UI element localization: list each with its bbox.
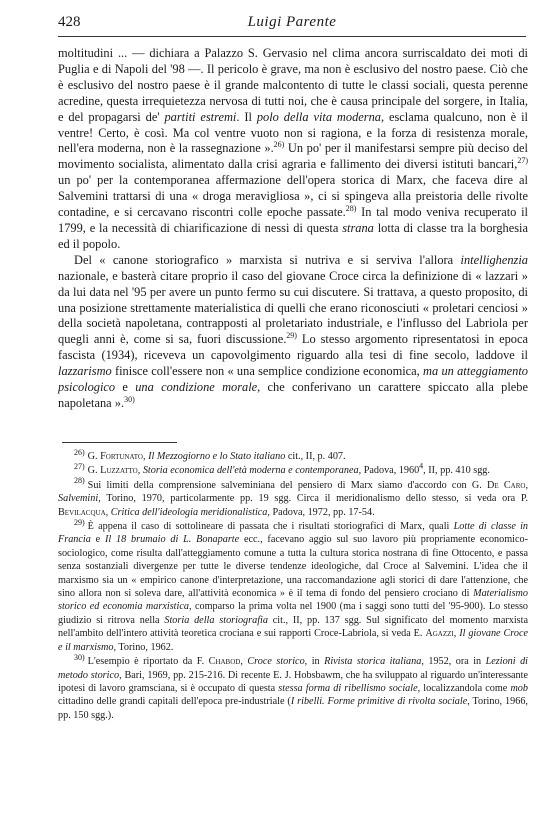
text-run: , localizzandola come [417,682,511,694]
text-run: , Torino, 1962. [113,641,174,653]
text-run: Sui limiti della comprensione salveminiana del pensiero di Marx siamo d'accordo con G. [87,479,487,491]
footnote-number: 27) [74,462,85,472]
italic-run: strana [342,220,374,235]
text-run: È appena il caso di sottolineare di passata che i risultati storiografici di Marx, quali [87,521,454,533]
page-number: 428 [58,14,81,30]
text-run: , esclama qualcuno, non è il ventre! Certo, è così. Ma col ventre vuoto non si ragiona, e la forza di resistenza morale, nell'era moderna, non è la rassegnazione ». [58,109,528,156]
main-text [58,46,528,412]
italic-run: una condizione morale [135,380,258,395]
paragraph-1 [58,46,528,253]
footnote-29 [58,517,529,654]
text-run: , in [304,656,325,668]
footnote-number: 30) [74,652,85,662]
footnotes [58,447,529,723]
footnote-divider [62,442,177,443]
footnote-ref-30[interactable]: 30) [124,394,135,404]
text-run: , che conferivano un carattere spiccato alla plebe napoletana ». [58,380,528,410]
text-run: , Padova, 1972, pp. 17-54. [267,506,375,518]
text-run: , 1952, ora in [421,656,486,668]
text-run: finisce coll'essere non « una semplice condizione economica, [111,364,424,379]
text-run: cit., II, p. 407. [285,451,346,462]
text-run: , comparso la prima volta nel 1900 (ma i saggi sono tutti del '95-900). Lo stesso giudizio si ritrova nella [58,601,528,626]
text-run: Del « canone storiografico » marxista si nutriva e si serviva l'allora [74,252,461,267]
text-run: , [142,451,149,462]
text-run: G. [87,465,101,477]
edition-superscript: 4 [419,462,424,472]
text-run: ecc., facevano aggio sul suo lavoro più propriamente economico-sociologico, come risulta dall'atteggiamento comune a tutta la cultura storica nostrana di fine Ottocento, e passa senza sostanziali divergenze per tutte le diverse tendenze ideologiche, dal Croce al Salvemini. L'idea che il marxismo sia un « empirico canone d'interpretazione, una raccomandazione agli storici di dare l'attenzione, che sino allora non si soleva dare, all'attività economica » è il tema di fondo del pensiero crociano di [58,534,528,600]
text-run: . Il [236,109,257,124]
work-title: Croce storico [247,656,305,668]
text-run: nazionale, e basterà citare proprio il caso del giovane Croce circa la definizione di « lazzari » da lui data nel '95 per avere un punto fermo su cui discutere. Si trattava, a questo proposito, di una posizione strettamente materialistica di quelli che erano riconosciuti « proletari cenciosi » della società napoletana, contrapposti al proletariato industriale, e l'influsso del Labriola per quegli anni è, come si sa, fuori discussione. [58,268,528,347]
work-title: Lezioni di metodo storico [58,656,529,681]
text-run: , [525,479,528,491]
italic-run: partiti estremi [164,109,237,124]
work-title: Critica dell'ideologia meridionalistica [110,506,268,518]
text-run: un po' per la contemporanea affermazione dell'opera storica di Marx, che faceva dire al Salvemini trattarsi di una « droga meravigliosa », ci si spingeva alla preistoria delle rivolte contadine, e si cercavano riscontri colle epoche passate. [58,173,528,220]
work-title: Lotte di classe in Francia [58,521,528,546]
text-run: , II, pp. 410 sgg. [423,465,490,477]
text-run: G. [87,451,101,462]
text-run: , Bari, 1969, pp. 215-216. Di recente E. J. Hobsbawm, che ha sviluppato al riguardo un'interessante ipotesi di lavoro gramsciana, si è occupato di questa [58,669,528,694]
work-title: Storia economica dell'età moderna e contemporanea [142,465,359,477]
footnote-ref-29[interactable]: 29) [286,331,297,341]
text-run: cit., II, pp. 137 sgg. Sul significato del momento marxista nell'ambito dell'intero attività teoretica crociana e sui rapporti Croce-Labriola, si veda E. [58,614,528,640]
text-run: cittadino delle grandi capitali dell'epoca pre-industriale ( [58,696,291,708]
footnote-28 [58,476,528,519]
work-title: Rivista storica italiana [324,656,422,668]
footnote-number: 26) [74,447,85,457]
footnote-27 [58,464,528,477]
text-run: moltitudini ... — dichiara a Palazzo S. Gervasio nel clima ancora surriscaldato dei moti di Puglia e di Napoli del '98 —. Il pericolo è grave, ma non è esclusivo del nostro paese. Ciò che è esclusivo del nostro paese è il grande malcontento di tutte le classi sociali, questa perenne acredine, questa irrequietezza nervosa di tutti noi, che è causa principale del sorgere, in Italia, e del propagarsi de' [58,46,528,124]
work-title: Materialismo storico ed economia marxistica [58,588,528,613]
author-name: De Caro [487,479,526,491]
author-name: Agazzi [425,628,454,640]
footnote-number: 29) [74,517,85,527]
text-run: lotta di classe tra la borghesia ed il popolo. [58,220,528,251]
italic-run: lazzarismo [58,364,112,379]
text-run: In tal modo veniva recuperato il 1799, e la necessità di chiarificazione di nessi di questa [58,205,528,235]
work-title: I ribelli. Forme primitive di rivolta sociale [290,696,468,708]
work-title: Storia della storiografia [164,614,268,626]
footnote-30 [58,652,529,722]
author-name: Chabod [208,656,241,668]
text-run: , Torino, 1970, particolarmente pp. 19 sgg. Circa il meridionalismo dello stesso, si veda ora P. [98,493,528,505]
footnote-ref-26[interactable]: 26) [273,140,285,150]
author-name: Fortunato [100,451,143,462]
text-run: , [137,465,143,477]
italic-run: ma un atteggiamento psicologico [58,364,528,395]
text-run: e [115,380,136,395]
text-run: , Torino, 1966, pp. 150 sgg.). [58,696,528,721]
work-title: Il giovane Croce e il marxismo [58,628,529,653]
running-head: Luigi Parente [247,14,337,30]
paragraph-2 [58,253,528,412]
work-title: Il Mezzogiorno e lo Stato italiano [148,451,286,462]
author-name: Luzzatto [100,465,138,477]
page-header [58,14,526,37]
text-run: , [453,628,460,640]
footnote-ref-28[interactable]: 28) [345,203,357,213]
italic-run: polo della vita moderna [256,109,381,124]
italic-run: mob [510,682,528,694]
italic-run: stessa forma di ribellismo sociale [278,682,418,694]
footnote-number: 28) [74,476,85,486]
italic-run: intellighenzia [460,252,528,267]
author-name: Bevilacqua [58,506,106,518]
text-run: Lo stesso argomento ripresentatosi in epoca fascista (1934), riceveva un capovolgimento riguardo alla tesi di fine secolo, laddove il [58,332,528,363]
text-run: e [90,534,105,546]
footnote-ref-27[interactable]: 27) [517,156,528,166]
text-run: , Padova, 1960 [358,465,420,477]
footnote-26 [58,447,528,463]
text-run: , [105,506,111,518]
text-run: Un po' per il manifestarsi sempre più deciso del movimento socialista, alimentato dalla crisi agraria e fallimento dei diversi istituti bancari, [58,141,528,172]
text-run: , [240,656,248,668]
work-title: Il 18 brumaio di L. Bonaparte [104,534,240,546]
work-title: Salvemini [58,493,99,505]
text-run: L'esempio è riportato da F. [87,656,209,668]
